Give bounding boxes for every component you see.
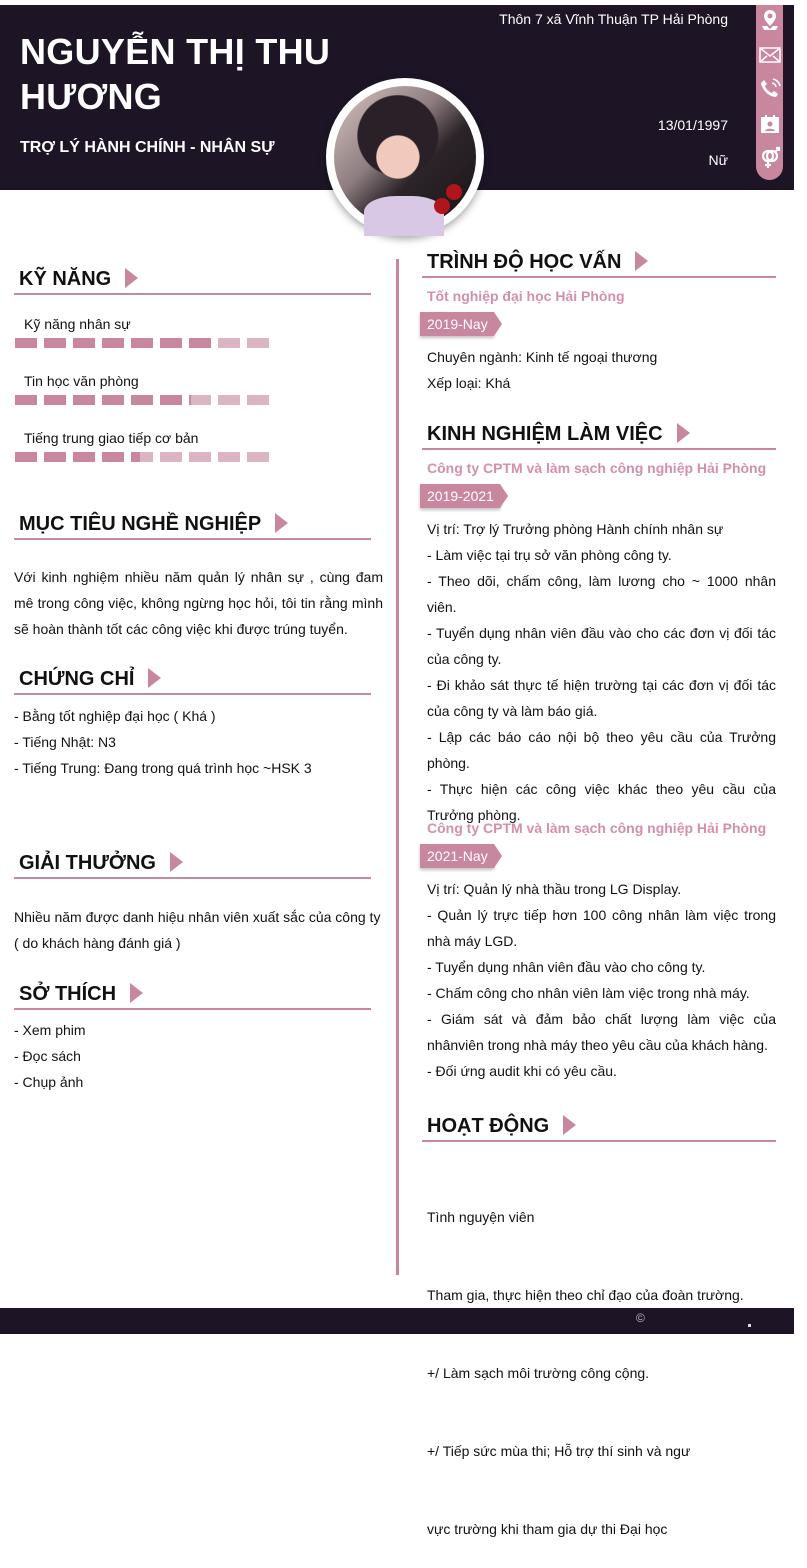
avatar xyxy=(326,78,484,236)
skill-segment xyxy=(247,395,269,405)
objective-text: Với kinh nghiệm nhiều năm quản lý nhân sự , cùng đam mê trong công việc, không ngừng học hỏi, tôi tin rằng mình sẽ hoàn thành tốt các công việc khi được trúng tuyển. xyxy=(14,569,383,637)
skill-segment xyxy=(15,395,37,405)
text-line: Tình nguyện viên xyxy=(427,1209,535,1225)
experience-heading-text: KINH NGHIỆM LÀM VIỆC xyxy=(427,423,663,445)
skill-segment xyxy=(247,338,269,348)
footer xyxy=(0,1308,794,1334)
certificates-heading-text: CHỨNG CHỈ xyxy=(19,668,135,690)
education-heading-text: TRÌNH ĐỘ HỌC VẤN xyxy=(427,251,622,273)
list-item: - Tiếng Nhật: N3 xyxy=(14,734,116,750)
skill-bar xyxy=(15,338,269,348)
skill-label: Kỹ năng nhân sự xyxy=(24,316,131,332)
section-objective-heading xyxy=(14,504,371,540)
arrow-icon xyxy=(148,668,161,688)
skill-segment xyxy=(102,452,124,462)
skill-segment xyxy=(160,452,182,462)
skill-segment xyxy=(44,338,66,348)
list-item: - Đọc sách xyxy=(14,1048,81,1064)
text-line: +/ Làm sạch môi trường công cộng. xyxy=(427,1365,650,1381)
gender-text: Nữ xyxy=(708,152,728,168)
list-item: - Chụp ảnh xyxy=(14,1074,84,1090)
location-icon xyxy=(758,8,781,31)
skill-segment xyxy=(131,395,153,405)
job-details xyxy=(427,516,776,828)
candidate-name: NGUYỄN THỊ THU HƯƠNG xyxy=(20,31,331,117)
skill-segment xyxy=(102,395,124,405)
gender-icon xyxy=(758,146,781,169)
skill-segment xyxy=(160,395,182,405)
period-tag: 2019-Nay xyxy=(420,312,494,336)
arrow-icon xyxy=(170,852,183,872)
period-tag: 2021-Nay xyxy=(420,844,494,868)
skill-segment xyxy=(131,338,153,348)
awards-text: Nhiều năm được danh hiệu nhân viên xuất sắc của công ty ( do khách hàng đánh giá ) xyxy=(14,909,381,951)
text-line: - Theo dõi, chấm công, làm lương cho ~ 1000 nhân viên. xyxy=(427,573,776,615)
text-line: - Giám sát và đảm bảo chất lượng làm việc của nhânviên trong nhà máy theo yêu cầu của khách hàng. xyxy=(427,1011,776,1053)
skill-segment xyxy=(218,338,240,348)
skill-segment xyxy=(189,452,211,462)
skill-segment xyxy=(102,338,124,348)
company-name: Công ty CPTM và làm sạch công nghiệp Hải Phòng xyxy=(427,460,767,476)
hobbies-heading-text: SỞ THÍCH xyxy=(19,983,117,1005)
text-line: - Đi khảo sát thực tế hiện trường tại các đơn vị đối tác của công ty và làm báo giá. xyxy=(427,677,776,719)
arrow-icon xyxy=(130,983,143,1003)
period-tag: 2019-2021 xyxy=(420,484,500,508)
skill-segment xyxy=(160,338,182,348)
copyright-text: © xyxy=(636,1311,645,1325)
section-certificates-heading xyxy=(14,659,371,695)
section-awards-heading xyxy=(14,843,371,879)
text-line: - Lập các báo cáo nội bộ theo yêu cầu của Trưởng phòng. xyxy=(427,729,776,771)
mail-icon xyxy=(758,43,781,66)
section-experience-heading xyxy=(422,414,776,450)
text-line: - Chấm công cho nhân viên làm việc trong nhà máy. xyxy=(427,985,750,1001)
section-education-heading xyxy=(422,242,776,278)
skill-segment xyxy=(131,452,153,462)
skill-segment xyxy=(44,395,66,405)
text-line: vực trường khi tham gia dự thi Đại học xyxy=(427,1521,668,1537)
arrow-icon xyxy=(563,1115,576,1135)
activities-heading-text: HOẠT ĐỘNG xyxy=(427,1115,550,1137)
candidate-title: TRỢ LÝ HÀNH CHÍNH - NHÂN SỰ xyxy=(20,139,275,156)
skill-bar xyxy=(15,452,269,462)
school-name: Tốt nghiệp đại học Hải Phòng xyxy=(427,288,625,304)
list-item: - Bằng tốt nghiệp đại học ( Khá ) xyxy=(14,708,216,724)
arrow-icon xyxy=(125,268,138,288)
footer-dot xyxy=(748,1324,751,1327)
list-item: - Xem phim xyxy=(14,1022,86,1038)
text-line: Chuyên ngành: Kinh tế ngoại thương xyxy=(427,349,658,365)
text-line: Vị trí: Quản lý nhà thầu trong LG Display. xyxy=(427,881,682,897)
section-skills-heading xyxy=(14,259,371,295)
arrow-icon xyxy=(677,423,690,443)
arrow-icon xyxy=(275,513,288,533)
text-line: - Thực hiện các công việc khác theo yêu cầu của Trưởng phòng. xyxy=(427,781,776,823)
objective-heading-text: MỤC TIÊU NGHỀ NGHIỆP xyxy=(19,513,262,535)
awards-heading-text: GIẢI THƯỞNG xyxy=(19,852,156,874)
skill-bar xyxy=(15,395,269,405)
text-line: - Quản lý trực tiếp hơn 100 công nhân làm việc trong nhà máy LGD. xyxy=(427,907,776,949)
skill-segment xyxy=(189,338,211,348)
skill-segment xyxy=(73,338,95,348)
skill-label: Tiếng trung giao tiếp cơ bản xyxy=(24,430,199,446)
section-activities-heading xyxy=(422,1106,776,1142)
contact-icon-bar xyxy=(756,5,783,180)
skill-segment xyxy=(73,452,95,462)
text-line: Tham gia, thực hiện theo chỉ đạo của đoàn trường. xyxy=(427,1287,744,1303)
skill-segment xyxy=(218,395,240,405)
certificates-list xyxy=(14,703,312,781)
birthday-text: 13/01/1997 xyxy=(657,117,728,133)
avatar-photo xyxy=(334,86,476,228)
activities-details xyxy=(427,1152,807,1568)
skill-segment xyxy=(15,338,37,348)
section-hobbies-heading xyxy=(14,974,371,1010)
skill-label: Tin học văn phòng xyxy=(24,373,139,389)
list-item: - Tiếng Trung: Đang trong quá trình học ~HSK 3 xyxy=(14,760,312,776)
company-name: Công ty CPTM và làm sạch công nghiệp Hải Phòng xyxy=(427,820,767,836)
text-line: - Tuyển dụng nhân viên đầu vào cho các đơn vị đối tác của công ty. xyxy=(427,625,776,667)
text-line: +/ Tiếp sức mùa thi; Hỗ trợ thí sinh và ngư xyxy=(427,1443,807,1459)
column-divider xyxy=(396,259,399,1275)
text-line: Xếp loại: Khá xyxy=(427,375,511,391)
skill-segment xyxy=(15,452,37,462)
skill-segment xyxy=(218,452,240,462)
skill-segment xyxy=(73,395,95,405)
skill-segment xyxy=(189,395,211,405)
text-line: Vị trí: Trợ lý Trưởng phòng Hành chính nhân sự xyxy=(427,521,724,537)
hobbies-list xyxy=(14,1017,86,1095)
arrow-icon xyxy=(635,251,648,271)
phone-icon xyxy=(758,77,781,100)
skills-heading-text: KỸ NĂNG xyxy=(19,268,112,290)
text-line: - Đối ứng audit khi có yêu cầu. xyxy=(427,1063,617,1079)
calendar-icon xyxy=(758,112,781,135)
education-details xyxy=(427,344,776,396)
text-line: - Tuyển dụng nhân viên đầu vào cho công ty. xyxy=(427,959,706,975)
skill-segment xyxy=(247,452,269,462)
text-line: - Làm việc tại trụ sở văn phòng công ty. xyxy=(427,547,672,563)
skill-segment xyxy=(44,452,66,462)
job-details xyxy=(427,876,776,1084)
address-text: Thôn 7 xã Vĩnh Thuận TP Hải Phòng xyxy=(499,11,728,27)
